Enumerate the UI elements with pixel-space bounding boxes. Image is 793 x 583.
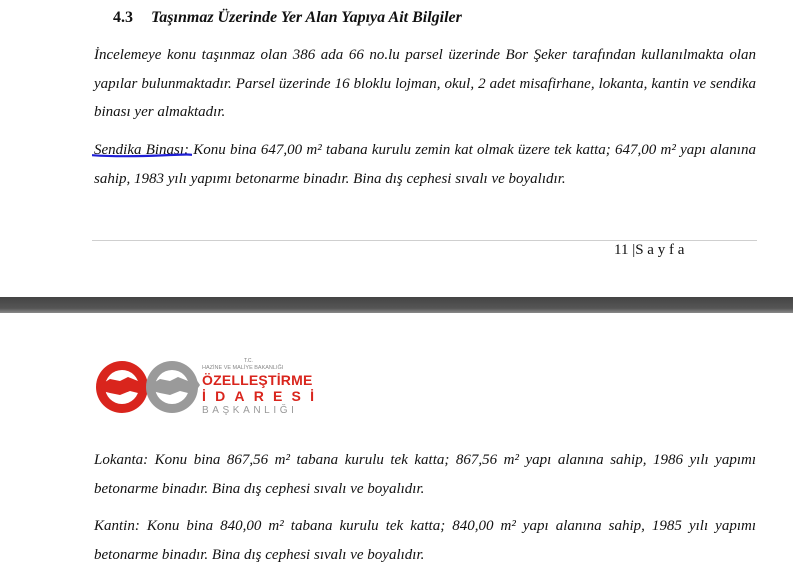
handwritten-underline <box>92 153 192 158</box>
section-number: 4.3 <box>113 9 133 26</box>
logo-ministry: HAZİNE VE MALİYE BAKANLIĞI <box>202 365 284 371</box>
section-title: Taşınmaz Üzerinde Yer Alan Yapıya Ait Bilgiler <box>151 9 462 26</box>
sendika-paragraph <box>94 136 756 193</box>
page-separator: | <box>632 242 636 258</box>
kantin-paragraph: Kantin: Konu bina 840,00 m² tabana kurulu tek katta; 840,00 m² yapı alanına sahip, 1985 yılı yapımı betonarme binadır. Bina dış cephesi sıvalı ve boyalıdır. <box>94 518 756 563</box>
sendika-label: Sendika Binası: <box>94 142 190 158</box>
logo-tc: T.C. <box>244 358 253 364</box>
page-number: 11 <box>614 242 629 258</box>
logo-line2: İDARESİ <box>202 388 324 404</box>
footer-divider <box>92 240 757 241</box>
page-separator-bar <box>0 297 793 313</box>
section-heading <box>113 9 462 27</box>
page-footer <box>614 242 684 259</box>
lokanta-paragraph: Lokanta: Konu bina 867,56 m² tabana kurulu tek katta; 867,56 m² yapı alanına sahip, 1986 yılı yapımı betonarme binadır. Bina dış cephesi sıvalı ve boyalıdır. <box>94 452 756 497</box>
logo-line1: ÖZELLEŞTİRME <box>202 372 313 388</box>
ozellestirme-logo <box>94 355 324 419</box>
logo-line3: BAŞKANLIĞI <box>202 405 298 416</box>
sendika-label-wrap <box>94 142 189 158</box>
sendika-text: Konu bina 647,00 m² tabana kurulu zemin kat olmak üzere tek katta; 647,00 m² yapı alanına sahip, 1983 yılı yapımı betonarme binadır. Bina dış cephesi sıvalı ve boyalıdır. <box>94 142 756 187</box>
page-word: S a y f a <box>635 242 685 258</box>
logo-emblem-icon <box>94 355 202 419</box>
intro-paragraph: İncelemeye konu taşınmaz olan 386 ada 66 no.lu parsel üzerinde Bor Şeker tarafından kullanılmakta olan yapılar bulunmaktadır. Parsel üzerinde 16 bloklu lojman, okul, 2 adet misafirhane, lokanta, kantin ve sendika binası yer almaktadır. <box>94 47 756 120</box>
